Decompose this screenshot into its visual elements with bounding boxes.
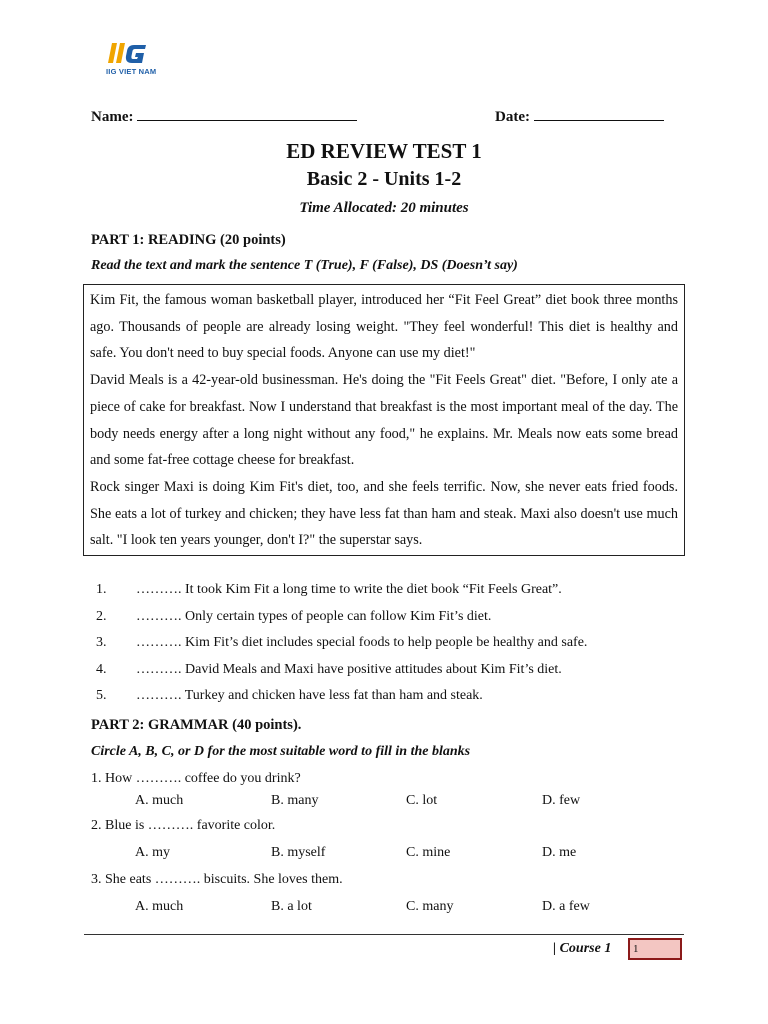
option-b[interactable]: B. a lot — [271, 899, 312, 914]
reading-passage — [83, 284, 685, 556]
option-a[interactable]: A. much — [135, 899, 184, 914]
date-blank[interactable] — [534, 106, 664, 121]
statement-text: ………. David Meals and Maxi have positive attitudes about Kim Fit’s diet. — [136, 661, 562, 677]
answer-options — [91, 899, 590, 923]
statement-item[interactable] — [96, 582, 587, 609]
option-c[interactable]: C. mine — [406, 845, 451, 860]
question-1 — [91, 771, 581, 817]
part1-instruction: Read the text and mark the sentence T (True), F (False), DS (Doesn’t say) — [91, 258, 518, 273]
statement-text: ………. Kim Fit’s diet includes special foods to help people be healthy and safe. — [136, 635, 588, 650]
passage-paragraph: Kim Fit, the famous woman basketball player, introduced her “Fit Feel Great” diet book three months ago. Thousands of people are already losing weight. "They feel wonderful! This diet is healthy and safe. You don't need to buy special foods. Anyone can use my diet!" — [90, 292, 678, 362]
footer-course: | Course 1 — [553, 941, 612, 956]
name-blank[interactable] — [137, 106, 357, 121]
option-d[interactable]: D. me — [542, 845, 577, 860]
question-3 — [91, 872, 590, 923]
iig-logo-mark — [106, 40, 162, 66]
option-c[interactable]: C. lot — [406, 793, 438, 808]
option-d[interactable]: D. few — [542, 793, 581, 808]
question-stem: 1. How ………. coffee do you drink? — [91, 771, 301, 786]
footer-divider — [84, 934, 684, 935]
logo-subtitle: IIG VIET NAM — [106, 67, 157, 76]
question-stem: 2. Blue is ………. favorite color. — [91, 818, 276, 833]
statement-number: 3. — [96, 635, 107, 650]
test-subtitle: Basic 2 - Units 1-2 — [306, 168, 462, 190]
statement-item[interactable] — [96, 609, 587, 636]
passage-paragraph: David Meals is a 42-year-old businessman. He's doing the "Fit Feels Great" diet. "Before, I only ate a piece of cake for breakfast. Now I understand that breakfast is the most important meal of the day. The body needs energy after a long night without any food," he explains. Mr. Meals now eats some bread and some fat-free cottage cheese for breakfast. — [90, 372, 678, 469]
option-b[interactable]: B. myself — [271, 845, 326, 860]
option-b[interactable]: B. many — [271, 793, 319, 808]
option-c[interactable]: C. many — [406, 899, 454, 914]
answer-options — [91, 845, 577, 869]
part1-heading: PART 1: READING (20 points) — [91, 232, 286, 248]
statement-number: 4. — [96, 661, 107, 677]
option-a[interactable]: A. much — [135, 793, 184, 808]
statement-number: 5. — [96, 688, 107, 703]
date-label: Date: — [495, 109, 530, 125]
passage-paragraph: Rock singer Maxi is doing Kim Fit's diet, too, and she feels terrific. Now, she never eats fried foods. She eats a lot of turkey and chicken; they have less fat than ham and steak. Maxi also doesn't use much salt. "I look ten years younger, don't I?" the superstar says. — [90, 478, 678, 549]
statement-item[interactable] — [96, 635, 587, 662]
question-2 — [91, 818, 577, 869]
statement-number: 1. — [96, 582, 107, 597]
statement-text: ………. Turkey and chicken have less fat than ham and steak. — [136, 688, 483, 703]
part2-instruction: Circle A, B, C, or D for the most suitable word to fill in the blanks — [91, 744, 471, 759]
statement-item[interactable] — [96, 662, 587, 689]
statement-text: ………. It took Kim Fit a long time to write the diet book “Fit Feels Great”. — [136, 582, 562, 597]
test-title: ED REVIEW TEST 1 — [286, 139, 482, 163]
name-field — [91, 106, 357, 126]
option-d[interactable]: D. a few — [542, 899, 590, 914]
statement-text: ………. Only certain types of people can follow Kim Fit’s diet. — [136, 608, 492, 624]
iig-logo — [106, 40, 176, 80]
answer-options — [91, 793, 581, 817]
date-field — [495, 106, 664, 126]
option-a[interactable]: A. my — [135, 845, 170, 860]
statement-number: 2. — [96, 608, 107, 624]
time-allocated: Time Allocated: 20 minutes — [299, 200, 469, 216]
page-number: 1 — [628, 938, 682, 960]
true-false-statements — [96, 582, 587, 715]
name-label: Name: — [91, 109, 134, 125]
statement-item[interactable] — [96, 688, 587, 715]
part2-heading: PART 2: GRAMMAR (40 points). — [91, 717, 302, 733]
question-stem: 3. She eats ………. biscuits. She loves them. — [91, 872, 343, 887]
